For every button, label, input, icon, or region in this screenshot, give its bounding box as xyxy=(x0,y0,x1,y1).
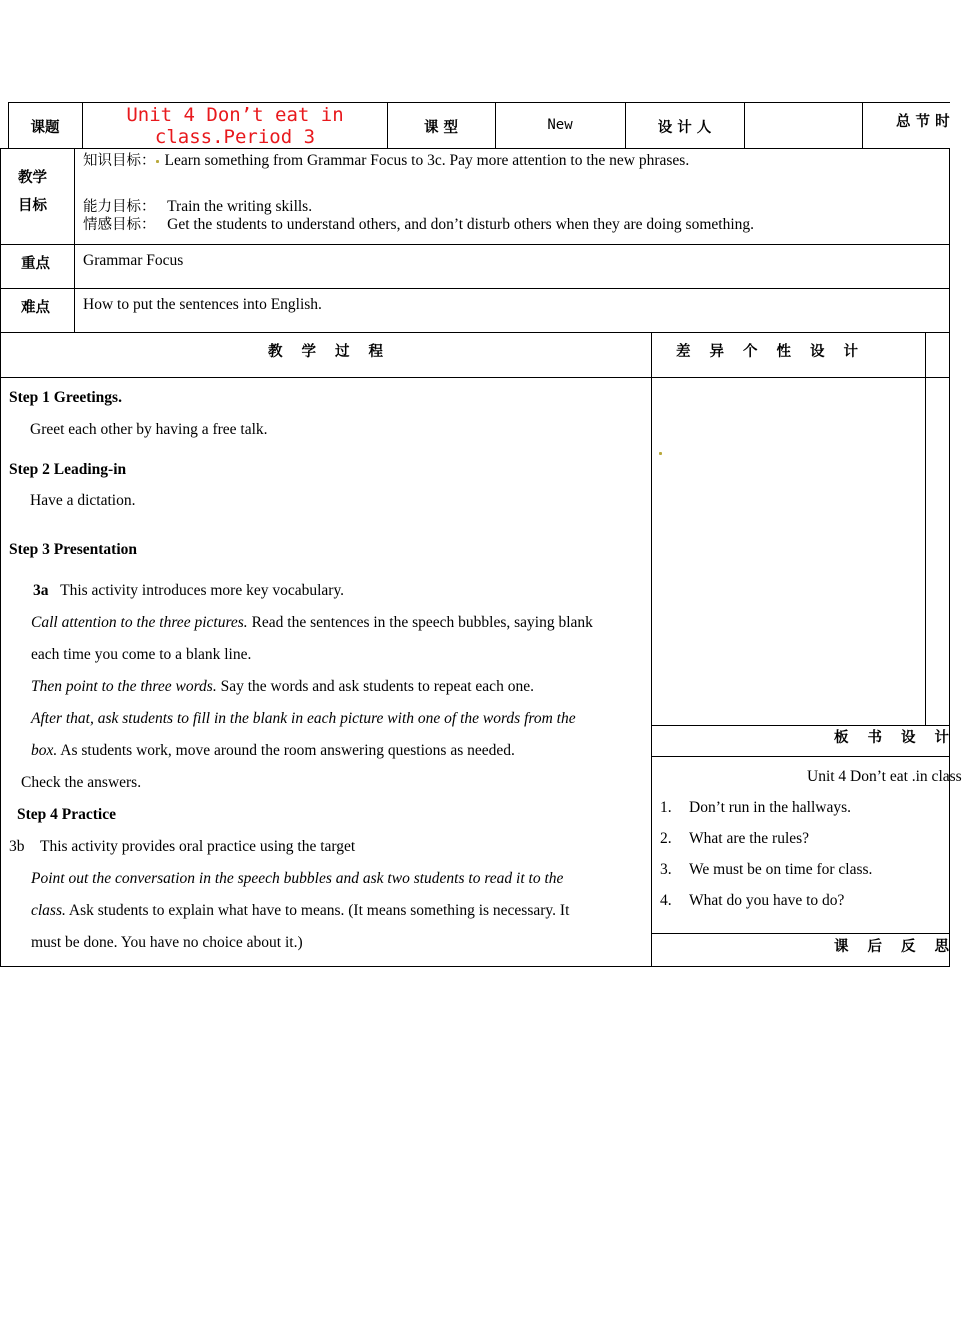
knowledge-label: 知识目标： xyxy=(83,153,156,169)
board-item-4 xyxy=(660,892,845,910)
step2-title: Step 2 Leading-in xyxy=(9,461,127,478)
marker-dot xyxy=(659,452,662,455)
step2-text: Have a dictation. xyxy=(30,492,136,509)
paragraph-4-italic: class. xyxy=(31,902,66,919)
board-item-number: 2. xyxy=(660,830,672,847)
activity-3b-text: This activity provides oral practice using the target xyxy=(40,838,356,855)
board-item-2 xyxy=(660,830,810,848)
key-points-label: 重点 xyxy=(21,256,50,272)
paragraph-3-line-1: After that, ask students to fill in the blank in each picture with one of the words from the xyxy=(31,710,576,727)
activity-3a-label: 3a xyxy=(33,582,49,599)
emotion-text: Get the students to understand others, and don’t disturb others when they are doing something. xyxy=(167,216,755,233)
board-item-text: Don’t run in the hallways. xyxy=(689,799,852,816)
lesson-title: Unit 4 Don’t eat in class.Period 3 xyxy=(126,104,344,148)
reflection-header: 课后反思 xyxy=(834,939,968,955)
activity-3a-text: This activity introduces more key vocabulary. xyxy=(60,582,345,599)
paragraph-4-line-1: Point out the conversation in the speech bubbles and ask two students to read it to the xyxy=(31,870,564,887)
paragraph-4-rest: Ask students to explain what have to means. (It means something is necessary. It xyxy=(65,902,570,919)
board-item-text: We must be on time for class. xyxy=(689,861,873,878)
step1-text: Greet each other by having a free talk. xyxy=(30,421,268,438)
board-item-1 xyxy=(660,799,852,817)
knowledge-objective xyxy=(83,149,689,170)
board-design xyxy=(652,757,962,933)
activity-3a xyxy=(33,582,344,600)
board-item-number: 3. xyxy=(660,861,672,878)
step3-title: Step 3 Presentation xyxy=(9,541,138,558)
differentiated-header: 差异个性设计 xyxy=(676,344,877,360)
paragraph-2-rest: Say the words and ask students to repeat each one. xyxy=(216,678,534,695)
key-points-text: Grammar Focus xyxy=(83,252,184,269)
marker-dot xyxy=(156,160,159,163)
activity-3b xyxy=(9,838,355,856)
board-item-text: What are the rules? xyxy=(689,830,810,847)
type-label: 课 型 xyxy=(423,120,459,136)
process-header: 教学过程 xyxy=(268,344,402,360)
check-answers: Check the answers. xyxy=(21,774,142,791)
topic-label: 课题 xyxy=(30,120,60,136)
board-item-text: What do you have to do? xyxy=(689,892,845,909)
knowledge-text: Learn something from Grammar Focus to 3c. Pay more attention to the new phrases. xyxy=(164,152,690,169)
difficulties-label: 难点 xyxy=(21,300,50,316)
board-header: 板书设计 xyxy=(834,730,968,746)
paragraph-3-line-2 xyxy=(31,742,515,760)
paragraph-4-line-2 xyxy=(31,902,569,920)
board-item-3 xyxy=(660,861,873,879)
board-title: Unit 4 Don’t eat .in class xyxy=(807,768,962,785)
paragraph-2 xyxy=(31,678,534,696)
emotion-objective xyxy=(83,213,754,234)
difficulties-text: How to put the sentences into English. xyxy=(83,296,322,313)
emotion-label: 情感目标： xyxy=(83,217,156,233)
step4-title: Step 4 Practice xyxy=(17,806,116,823)
board-item-number: 1. xyxy=(660,799,672,816)
paragraph-1-italic: Call attention to the three pictures. xyxy=(31,614,248,631)
paragraph-2-italic: Then point to the three words. xyxy=(31,678,217,695)
total-hours-label: 总 节 时 xyxy=(896,114,950,130)
designer-label: 设 计 人 xyxy=(657,120,712,136)
paragraph-3-italic: box. xyxy=(31,742,58,759)
objectives-label: 教学目标 xyxy=(18,170,47,214)
step1-title: Step 1 Greetings. xyxy=(9,389,122,406)
paragraph-1 xyxy=(31,614,593,632)
ability-text: Train the writing skills. xyxy=(167,198,313,215)
paragraph-4-line-3: must be done. You have no choice about it.) xyxy=(31,934,303,951)
paragraph-1-rest: Read the sentences in the speech bubbles, saying blank xyxy=(247,614,593,631)
paragraph-3-rest: As students work, move around the room answering questions as needed. xyxy=(57,742,515,759)
activity-3b-label: 3b xyxy=(9,838,25,855)
type-value: New xyxy=(547,117,573,133)
board-item-number: 4. xyxy=(660,892,672,909)
ability-label: 能力目标： xyxy=(83,199,156,215)
paragraph-1-line-2: each time you come to a blank line. xyxy=(31,646,252,663)
